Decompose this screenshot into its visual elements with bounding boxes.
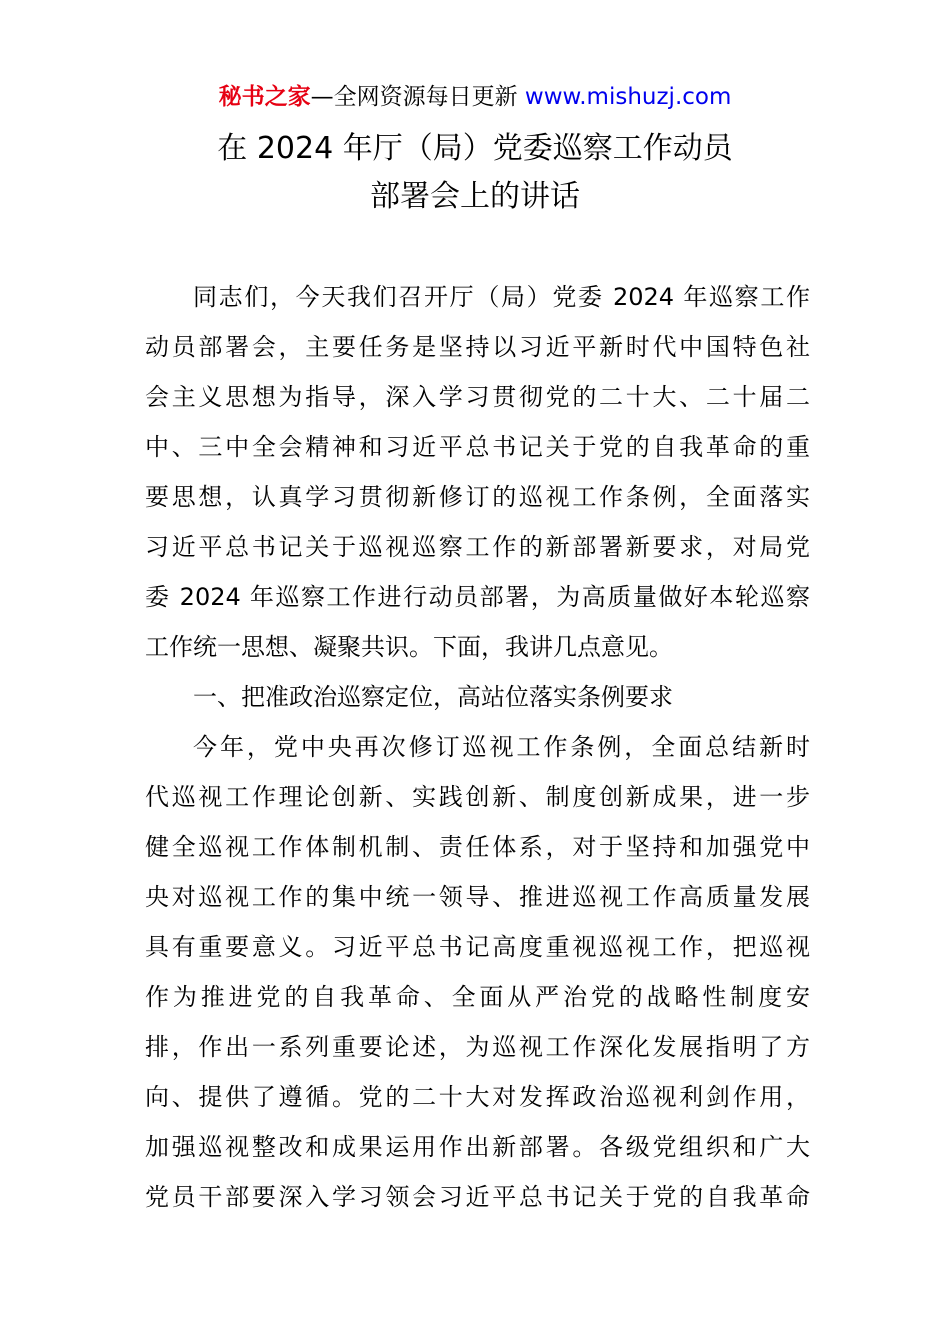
document-body [145,272,810,1222]
body-line: 代巡视工作理论创新、实践创新、制度创新成果，进一步 [145,783,810,811]
body-line: 动员部署会，主要任务是坚持以习近平新时代中国特色社 [145,333,810,361]
document-title-line-2: 部署会上的讲话 [370,179,580,214]
body-line: 中、三中全会精神和习近平总书记关于党的自我革命的重 [145,433,810,461]
site-header [0,80,950,114]
body-line: 会主义思想为指导，深入学习贯彻党的二十大、二十届二 [145,383,810,411]
body-line: 党员干部要深入学习领会习近平总书记关于党的自我革命 [145,1183,810,1211]
body-line: 加强巡视整改和成果运用作出新部署。各级党组织和广大 [145,1133,810,1161]
site-tagline: —全网资源每日更新 [310,84,525,110]
body-line: 同志们，今天我们召开厅（局）党委 2024 年巡察工作 [193,283,810,311]
site-url-link[interactable]: www.mishuzj.com [524,84,732,110]
body-line: 作为推进党的自我革命、全面从严治党的战略性制度安 [145,983,810,1011]
body-line: 健全巡视工作体制机制、责任体系，对于坚持和加强党中 [145,833,810,861]
body-line: 央对巡视工作的集中统一领导、推进巡视工作高质量发展 [145,883,810,911]
body-line: 向、提供了遵循。党的二十大对发挥政治巡视利剑作用， [145,1083,810,1111]
body-line: 具有重要意义。习近平总书记高度重视巡视工作，把巡视 [145,933,810,961]
body-line: 要思想，认真学习贯彻新修订的巡视工作条例，全面落实 [145,483,810,511]
document-title-line-1: 在 2024 年厅（局）党委巡察工作动员 [217,131,733,166]
body-line: 今年，党中央再次修订巡视工作条例，全面总结新时 [193,733,810,761]
site-brand: 秘书之家 [218,84,311,110]
section-heading: 一、把准政治巡察定位，高站位落实条例要求 [193,683,673,711]
body-line: 委 2024 年巡察工作进行动员部署，为高质量做好本轮巡察 [145,583,810,611]
body-line: 习近平总书记关于巡视巡察工作的新部署新要求，对局党 [145,533,810,561]
body-line: 工作统一思想、凝聚共识。下面，我讲几点意见。 [145,633,673,661]
body-line: 排，作出一系列重要论述，为巡视工作深化发展指明了方 [145,1033,810,1061]
